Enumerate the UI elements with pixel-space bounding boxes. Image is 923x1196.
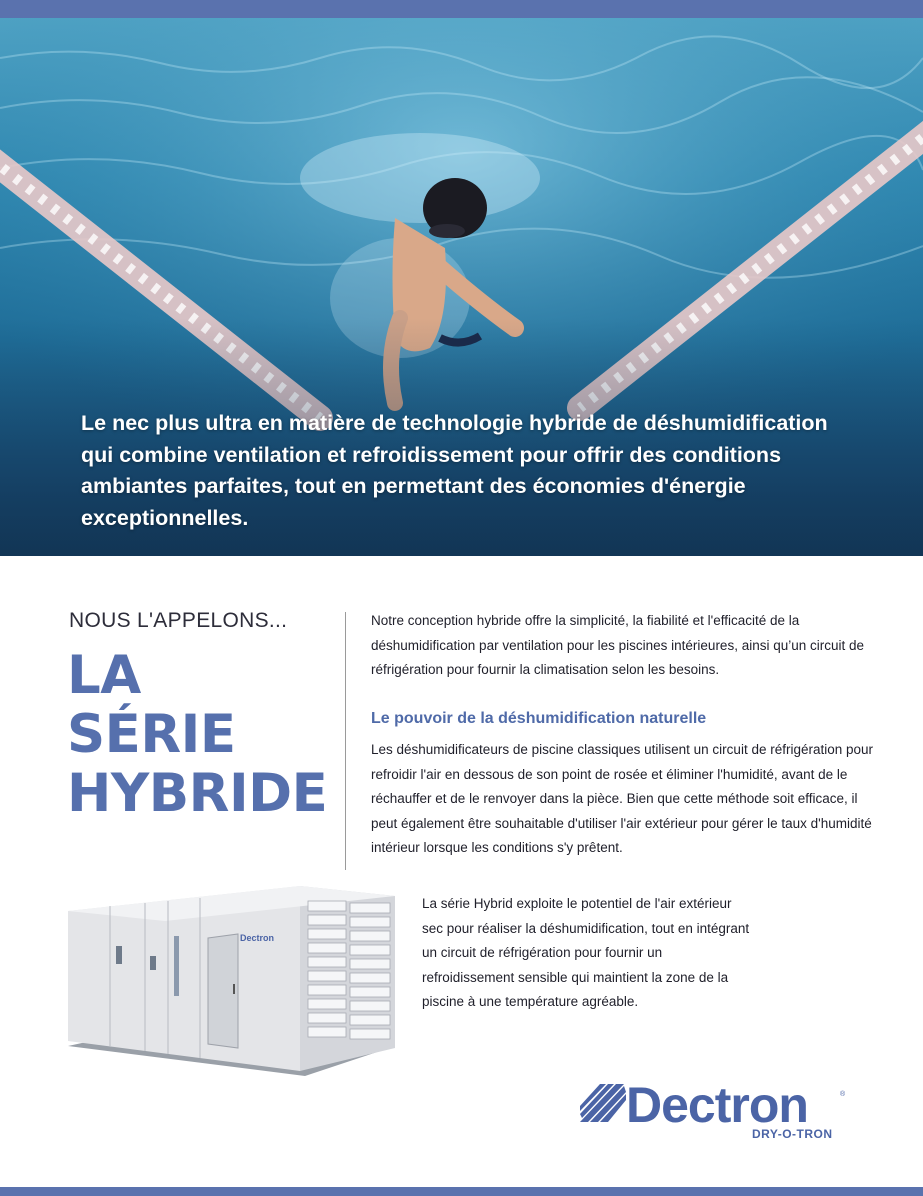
series-title <box>67 646 327 823</box>
vertical-divider <box>345 612 346 870</box>
series-title-line-3: HYBRIDE <box>67 763 328 824</box>
logo-tagline: DRY-O-TRON <box>752 1127 833 1141</box>
series-title-line-1: LA <box>67 645 141 706</box>
hero-banner <box>0 18 923 556</box>
dectron-logo <box>578 1078 848 1147</box>
logo-stripes-icon <box>580 1084 626 1122</box>
hybrid-unit-image <box>50 876 410 1086</box>
intro-paragraph: Notre conception hybride offre la simplicité, la fiabilité et l'efficacité de la déshumidification par ventilation pour les piscines intérieures, ainsi qu’un circuit de réfrigération pour fournir la climatisation selon les besoins. <box>371 613 865 677</box>
kicker-text: NOUS L'APPELONS... <box>69 609 288 632</box>
body-paragraph: Les déshumidificateurs de piscine classiques utilisent un circuit de réfrigération pour refroidir l'air en dessous de son point de rosée et éliminer l'humidité, avant de le réchauffer et de le renvoyer dans la pièce. Bien que cette méthode soit efficace, il peut également être souhaitable d'utiliser l'air extérieur pour gérer le taux d'humidité intérieur lorsque les conditions s'y prêtent. <box>371 742 874 855</box>
unit-brand-label: Dectron <box>240 933 275 943</box>
top-accent-bar <box>0 0 923 18</box>
section-subheading: Le pouvoir de la déshumidification naturelle <box>371 710 707 727</box>
registered-mark: ® <box>840 1091 846 1098</box>
series-title-line-2: SÉRIE <box>67 704 236 765</box>
logo-wordmark: Dectron <box>626 1078 808 1133</box>
bottom-accent-bar <box>0 1187 923 1196</box>
hybrid-series-paragraph: La série Hybrid exploite le potentiel de l'air extérieur sec pour réaliser la déshumidification, tout en intégrant un circuit de réfrigération pour fournir un refroidissement sensible qui maintient la zone de la piscine à une température agréable. <box>422 896 750 1009</box>
hero-headline: Le nec plus ultra en matière de technologie hybride de déshumidification qui combine ventilation et refroidissement pour offrir des conditions ambiantes parfaites, tout en permettant des économies d'énergie exceptionnelles. <box>81 411 828 530</box>
